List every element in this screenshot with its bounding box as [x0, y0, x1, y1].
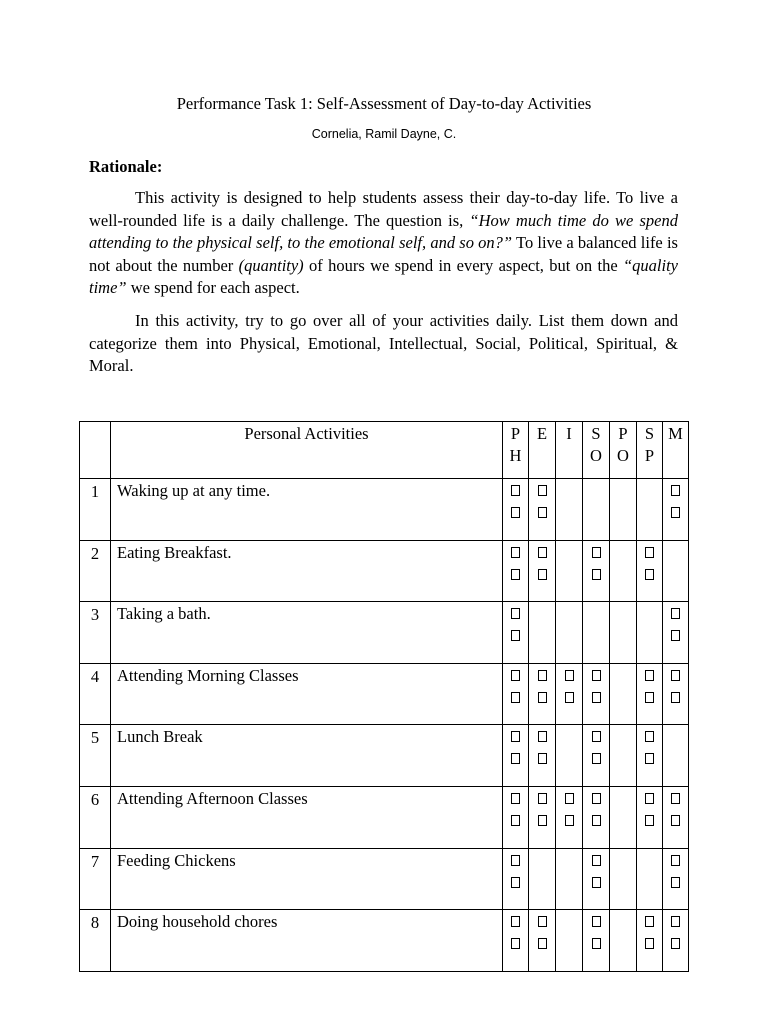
checkbox-glyph-icon	[538, 507, 547, 518]
checkbox-glyph-icon	[671, 815, 680, 826]
category-cell	[529, 848, 556, 910]
checkbox-glyph-icon	[538, 731, 547, 742]
checkbox-glyph-icon	[671, 916, 680, 927]
activity-name: Doing household chores	[111, 910, 503, 972]
header-category-7	[663, 422, 689, 479]
checkbox-glyph-icon	[538, 815, 547, 826]
category-cell	[529, 540, 556, 602]
category-cell	[583, 602, 610, 664]
checkbox-glyph-icon	[592, 547, 601, 558]
checkbox-glyph-icon	[511, 877, 520, 888]
checkbox-glyph-icon	[592, 815, 601, 826]
table-row	[80, 848, 689, 910]
category-cell	[637, 910, 663, 972]
category-cell	[556, 540, 583, 602]
checkbox-glyph-icon	[671, 670, 680, 681]
rationale-text-a: This activity is designed to help students assess their day-to-day life. To live a well-rounded life is a daily challenge. The question is,	[89, 188, 678, 230]
header-category-2	[529, 422, 556, 479]
category-label-top: S	[644, 424, 655, 443]
category-cell	[529, 602, 556, 664]
checkbox-glyph-icon	[645, 793, 654, 804]
checkbox-glyph-icon	[671, 485, 680, 496]
row-number: 8	[80, 910, 111, 972]
category-cell	[583, 663, 610, 725]
category-label-top: M	[668, 424, 683, 443]
table-row	[80, 540, 689, 602]
activity-name: Eating Breakfast.	[111, 540, 503, 602]
category-cell	[503, 602, 529, 664]
header-personal-activities: Personal Activities	[111, 422, 503, 479]
row-number: 1	[80, 479, 111, 541]
category-cell	[610, 910, 637, 972]
category-label-bottom: O	[590, 446, 602, 465]
table-row	[80, 725, 689, 787]
category-cell	[637, 479, 663, 541]
category-cell	[663, 663, 689, 725]
activity-name: Attending Afternoon Classes	[111, 786, 503, 848]
category-cell	[529, 663, 556, 725]
checkbox-glyph-icon	[565, 692, 574, 703]
rationale-quality-time: “quality time”	[89, 255, 678, 297]
category-cell	[556, 479, 583, 541]
checkbox-glyph-icon	[592, 916, 601, 927]
checkbox-glyph-icon	[511, 916, 520, 927]
checkbox-glyph-icon	[538, 485, 547, 496]
checkbox-glyph-icon	[511, 815, 520, 826]
header-category-5	[610, 422, 637, 479]
rationale-question: “How much time do we spend attending to the physical self, to the emotional self, and so on?”	[89, 210, 678, 252]
category-cell	[583, 786, 610, 848]
category-cell	[556, 725, 583, 787]
activity-name: Lunch Break	[111, 725, 503, 787]
checkbox-glyph-icon	[645, 815, 654, 826]
category-label-top: S	[591, 424, 601, 443]
category-cell	[637, 540, 663, 602]
checkbox-glyph-icon	[645, 731, 654, 742]
checkbox-glyph-icon	[565, 670, 574, 681]
row-number: 2	[80, 540, 111, 602]
category-cell	[503, 540, 529, 602]
category-cell	[610, 602, 637, 664]
checkbox-glyph-icon	[538, 692, 547, 703]
author-name: Cornelia, Ramil Dayne, C.	[311, 127, 457, 141]
checkbox-glyph-icon	[645, 569, 654, 580]
category-cell	[663, 479, 689, 541]
checkbox-glyph-icon	[671, 793, 680, 804]
instruction-paragraph: In this activity, try to go over all of your activities daily. List them down and categorize them into Physical, Emotional, Intellectual, Social, Political, Spiritual, & Moral.	[89, 311, 678, 375]
category-cell	[663, 910, 689, 972]
document-title: Performance Task 1: Self-Assessment of Day-to-day Activities	[176, 94, 592, 113]
checkbox-glyph-icon	[511, 630, 520, 641]
table-row	[80, 663, 689, 725]
category-cell	[610, 540, 637, 602]
checkbox-glyph-icon	[671, 855, 680, 866]
checkbox-glyph-icon	[671, 692, 680, 703]
checkbox-glyph-icon	[645, 547, 654, 558]
rationale-quantity: (quantity)	[238, 255, 304, 275]
category-cell	[503, 663, 529, 725]
category-label-top: E	[536, 424, 548, 443]
checkbox-glyph-icon	[538, 753, 547, 764]
checkbox-glyph-icon	[592, 855, 601, 866]
activity-name: Waking up at any time.	[111, 479, 503, 541]
category-cell	[610, 725, 637, 787]
category-label-top: P	[618, 424, 628, 443]
rationale-text-e: of hours we spend in every aspect, but on the	[303, 255, 623, 275]
checkbox-glyph-icon	[538, 916, 547, 927]
checkbox-glyph-icon	[592, 753, 601, 764]
checkbox-glyph-icon	[538, 569, 547, 580]
checkbox-glyph-icon	[511, 569, 520, 580]
checkbox-glyph-icon	[645, 753, 654, 764]
checkbox-glyph-icon	[511, 547, 520, 558]
table-row	[80, 910, 689, 972]
category-cell	[556, 910, 583, 972]
category-cell	[583, 479, 610, 541]
category-cell	[583, 910, 610, 972]
checkbox-glyph-icon	[511, 855, 520, 866]
row-number: 4	[80, 663, 111, 725]
checkbox-glyph-icon	[671, 608, 680, 619]
checkbox-glyph-icon	[671, 630, 680, 641]
checkbox-glyph-icon	[592, 670, 601, 681]
table-row	[80, 602, 689, 664]
checkbox-glyph-icon	[538, 670, 547, 681]
checkbox-glyph-icon	[538, 547, 547, 558]
category-cell	[529, 910, 556, 972]
rationale-text-c: To live a balanced life is not about the number	[89, 233, 678, 275]
category-cell	[503, 910, 529, 972]
checkbox-glyph-icon	[671, 877, 680, 888]
checkbox-glyph-icon	[511, 507, 520, 518]
header-number-cell	[80, 422, 111, 479]
category-label-top: I	[566, 424, 572, 443]
row-number: 6	[80, 786, 111, 848]
row-number: 7	[80, 848, 111, 910]
table-header-row	[80, 422, 689, 479]
checkbox-glyph-icon	[592, 731, 601, 742]
checkbox-glyph-icon	[565, 793, 574, 804]
category-cell	[556, 786, 583, 848]
category-cell	[503, 786, 529, 848]
category-cell	[529, 479, 556, 541]
checkbox-glyph-icon	[538, 938, 547, 949]
category-label-bottom: H	[509, 446, 522, 465]
category-cell	[663, 540, 689, 602]
category-cell	[583, 725, 610, 787]
category-cell	[503, 725, 529, 787]
row-number: 3	[80, 602, 111, 664]
checkbox-glyph-icon	[645, 938, 654, 949]
checkbox-glyph-icon	[592, 877, 601, 888]
category-cell	[637, 786, 663, 848]
table-row	[80, 479, 689, 541]
header-category-1	[503, 422, 529, 479]
checkbox-glyph-icon	[645, 916, 654, 927]
checkbox-glyph-icon	[565, 815, 574, 826]
checkbox-glyph-icon	[511, 670, 520, 681]
checkbox-glyph-icon	[592, 692, 601, 703]
row-number: 5	[80, 725, 111, 787]
activity-name: Feeding Chickens	[111, 848, 503, 910]
header-category-4	[583, 422, 610, 479]
checkbox-glyph-icon	[592, 793, 601, 804]
category-cell	[637, 725, 663, 787]
category-label-top: P	[510, 424, 521, 443]
checkbox-glyph-icon	[511, 608, 520, 619]
table-row	[80, 786, 689, 848]
category-label-bottom: P	[644, 446, 655, 465]
category-cell	[610, 663, 637, 725]
category-cell	[610, 848, 637, 910]
category-cell	[556, 663, 583, 725]
activity-name: Taking a bath.	[111, 602, 503, 664]
checkbox-glyph-icon	[511, 938, 520, 949]
category-cell	[637, 602, 663, 664]
category-cell	[663, 602, 689, 664]
checkbox-glyph-icon	[645, 670, 654, 681]
checkbox-glyph-icon	[592, 569, 601, 580]
category-cell	[529, 786, 556, 848]
category-cell	[637, 663, 663, 725]
rationale-paragraph	[89, 187, 678, 300]
category-cell	[663, 786, 689, 848]
activities-table	[79, 421, 689, 972]
category-cell	[610, 479, 637, 541]
activity-name: Attending Morning Classes	[111, 663, 503, 725]
category-cell	[556, 848, 583, 910]
header-category-6	[637, 422, 663, 479]
checkbox-glyph-icon	[511, 692, 520, 703]
category-cell	[503, 848, 529, 910]
header-category-3	[556, 422, 583, 479]
checkbox-glyph-icon	[671, 507, 680, 518]
checkbox-glyph-icon	[511, 793, 520, 804]
checkbox-glyph-icon	[511, 753, 520, 764]
rationale-text-g: we spend for each aspect.	[126, 278, 300, 297]
checkbox-glyph-icon	[592, 938, 601, 949]
checkbox-glyph-icon	[538, 793, 547, 804]
category-cell	[663, 848, 689, 910]
rationale-heading: Rationale:	[89, 157, 163, 176]
category-cell	[529, 725, 556, 787]
category-cell	[610, 786, 637, 848]
category-cell	[583, 848, 610, 910]
category-cell	[583, 540, 610, 602]
category-cell	[503, 479, 529, 541]
category-cell	[663, 725, 689, 787]
category-cell	[637, 848, 663, 910]
category-label-bottom: O	[617, 446, 629, 465]
checkbox-glyph-icon	[671, 938, 680, 949]
category-cell	[556, 602, 583, 664]
checkbox-glyph-icon	[511, 731, 520, 742]
checkbox-glyph-icon	[645, 692, 654, 703]
checkbox-glyph-icon	[511, 485, 520, 496]
